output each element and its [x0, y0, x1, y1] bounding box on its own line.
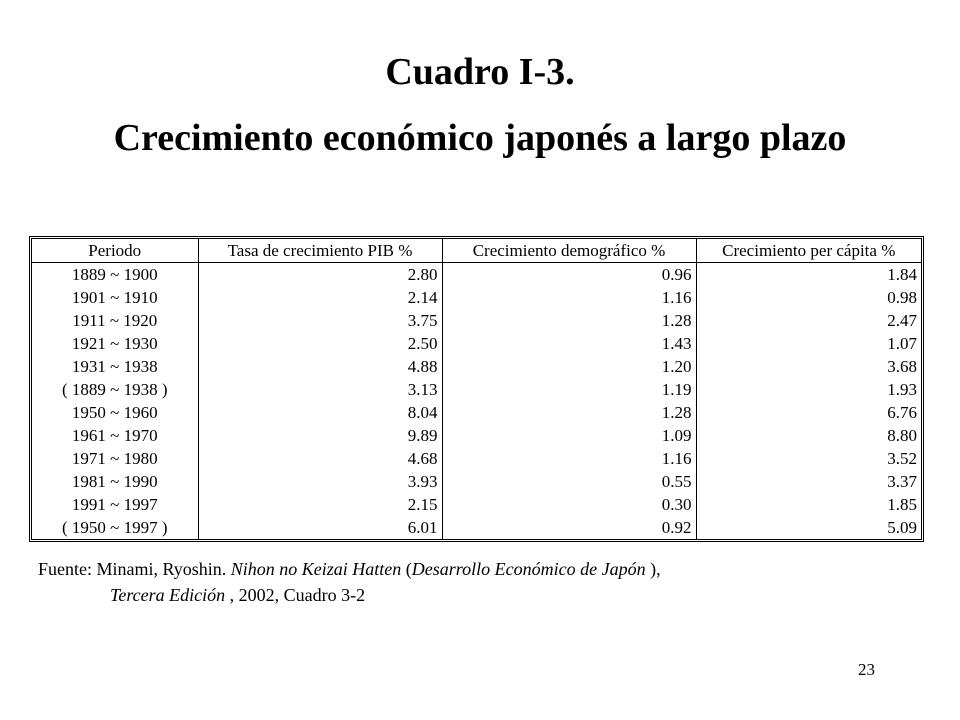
cell-period: 1901 ~ 1910 [71, 288, 158, 307]
table-row [32, 424, 921, 447]
table-row [32, 286, 921, 309]
table-row [32, 355, 921, 378]
cell-population-growth: 0.92 [442, 516, 696, 539]
cell-per-capita-growth: 5.09 [696, 516, 921, 539]
cell-period: 1889 ~ 1900 [71, 265, 158, 284]
cell-per-capita-growth: 3.37 [696, 470, 921, 493]
table-row [32, 470, 921, 493]
cell-per-capita-growth: 1.85 [696, 493, 921, 516]
growth-table [32, 239, 921, 539]
cell-per-capita-growth: 2.47 [696, 309, 921, 332]
cell-per-capita-growth: 1.84 [696, 263, 921, 287]
cell-gdp-growth: 9.89 [198, 424, 442, 447]
cell-population-growth: 0.96 [442, 263, 696, 287]
cell-period: 1911 ~ 1920 [72, 311, 158, 330]
source-line-2 [38, 582, 661, 608]
cell-gdp-growth: 2.80 [198, 263, 442, 287]
cell-population-growth: 1.20 [442, 355, 696, 378]
table-row [32, 332, 921, 355]
cell-population-growth: 0.30 [442, 493, 696, 516]
table-row [32, 309, 921, 332]
cell-period: 1961 ~ 1970 [71, 426, 158, 445]
cell-population-growth: 1.28 [442, 309, 696, 332]
cell-gdp-growth: 6.01 [198, 516, 442, 539]
cell-period: 1931 ~ 1938 [71, 357, 158, 376]
source-book-title-es: Desarrollo Económico de Japón [411, 559, 646, 579]
cell-per-capita-growth: 8.80 [696, 424, 921, 447]
header-period: Periodo [32, 239, 198, 263]
cell-population-growth: 1.09 [442, 424, 696, 447]
slide-title: Cuadro I-3. [385, 51, 575, 93]
source-author: : Minami, Ryoshin. [87, 559, 231, 579]
cell-population-growth: 1.43 [442, 332, 696, 355]
cell-per-capita-growth: 1.07 [696, 332, 921, 355]
cell-period: 1971 ~ 1980 [71, 449, 158, 468]
cell-gdp-growth: 3.13 [198, 378, 442, 401]
table-row [32, 263, 921, 287]
cell-gdp-growth: 8.04 [198, 401, 442, 424]
cell-per-capita-growth: 0.98 [696, 286, 921, 309]
cell-per-capita-growth: 1.93 [696, 378, 921, 401]
cell-population-growth: 1.16 [442, 286, 696, 309]
table-row [32, 516, 921, 539]
header-per-capita-growth: Crecimiento per cápita % [696, 239, 921, 263]
cell-gdp-growth: 3.75 [198, 309, 442, 332]
header-gdp-growth: Tasa de crecimiento PIB % [198, 239, 442, 263]
cell-period: 1981 ~ 1990 [71, 472, 158, 491]
table-row [32, 401, 921, 424]
table-header-row [32, 239, 921, 263]
cell-population-growth: 1.19 [442, 378, 696, 401]
cell-population-growth: 0.55 [442, 470, 696, 493]
cell-period: ( 1950 ~ 1997 ) [61, 518, 168, 537]
source-note [38, 556, 661, 608]
header-population-growth: Crecimiento demográfico % [442, 239, 696, 263]
table-row [32, 378, 921, 401]
source-label: Fuente [38, 559, 87, 579]
source-year-ref: , 2002, Cuadro 3-2 [225, 585, 366, 605]
source-paren-open: ( [401, 559, 412, 579]
table-row [32, 447, 921, 470]
cell-period: 1921 ~ 1930 [71, 334, 158, 353]
cell-per-capita-growth: 6.76 [696, 401, 921, 424]
slide-subtitle: Crecimiento económico japonés a largo plazo [113, 117, 847, 159]
cell-gdp-growth: 4.68 [198, 447, 442, 470]
source-edition: Tercera Edición [110, 585, 226, 605]
growth-table-frame [29, 236, 924, 542]
cell-gdp-growth: 2.15 [198, 493, 442, 516]
source-book-title: Nihon no Keizai Hatten [230, 559, 402, 579]
source-line-1 [38, 556, 661, 582]
cell-period: ( 1889 ~ 1938 ) [61, 380, 168, 399]
cell-gdp-growth: 3.93 [198, 470, 442, 493]
source-paren-close: ), [645, 559, 661, 579]
cell-period: 1950 ~ 1960 [71, 403, 158, 422]
cell-gdp-growth: 4.88 [198, 355, 442, 378]
cell-gdp-growth: 2.14 [198, 286, 442, 309]
page-number: 23 [858, 660, 875, 679]
table-row [32, 493, 921, 516]
cell-population-growth: 1.28 [442, 401, 696, 424]
cell-per-capita-growth: 3.52 [696, 447, 921, 470]
cell-gdp-growth: 2.50 [198, 332, 442, 355]
cell-population-growth: 1.16 [442, 447, 696, 470]
cell-per-capita-growth: 3.68 [696, 355, 921, 378]
cell-period: 1991 ~ 1997 [71, 495, 158, 514]
